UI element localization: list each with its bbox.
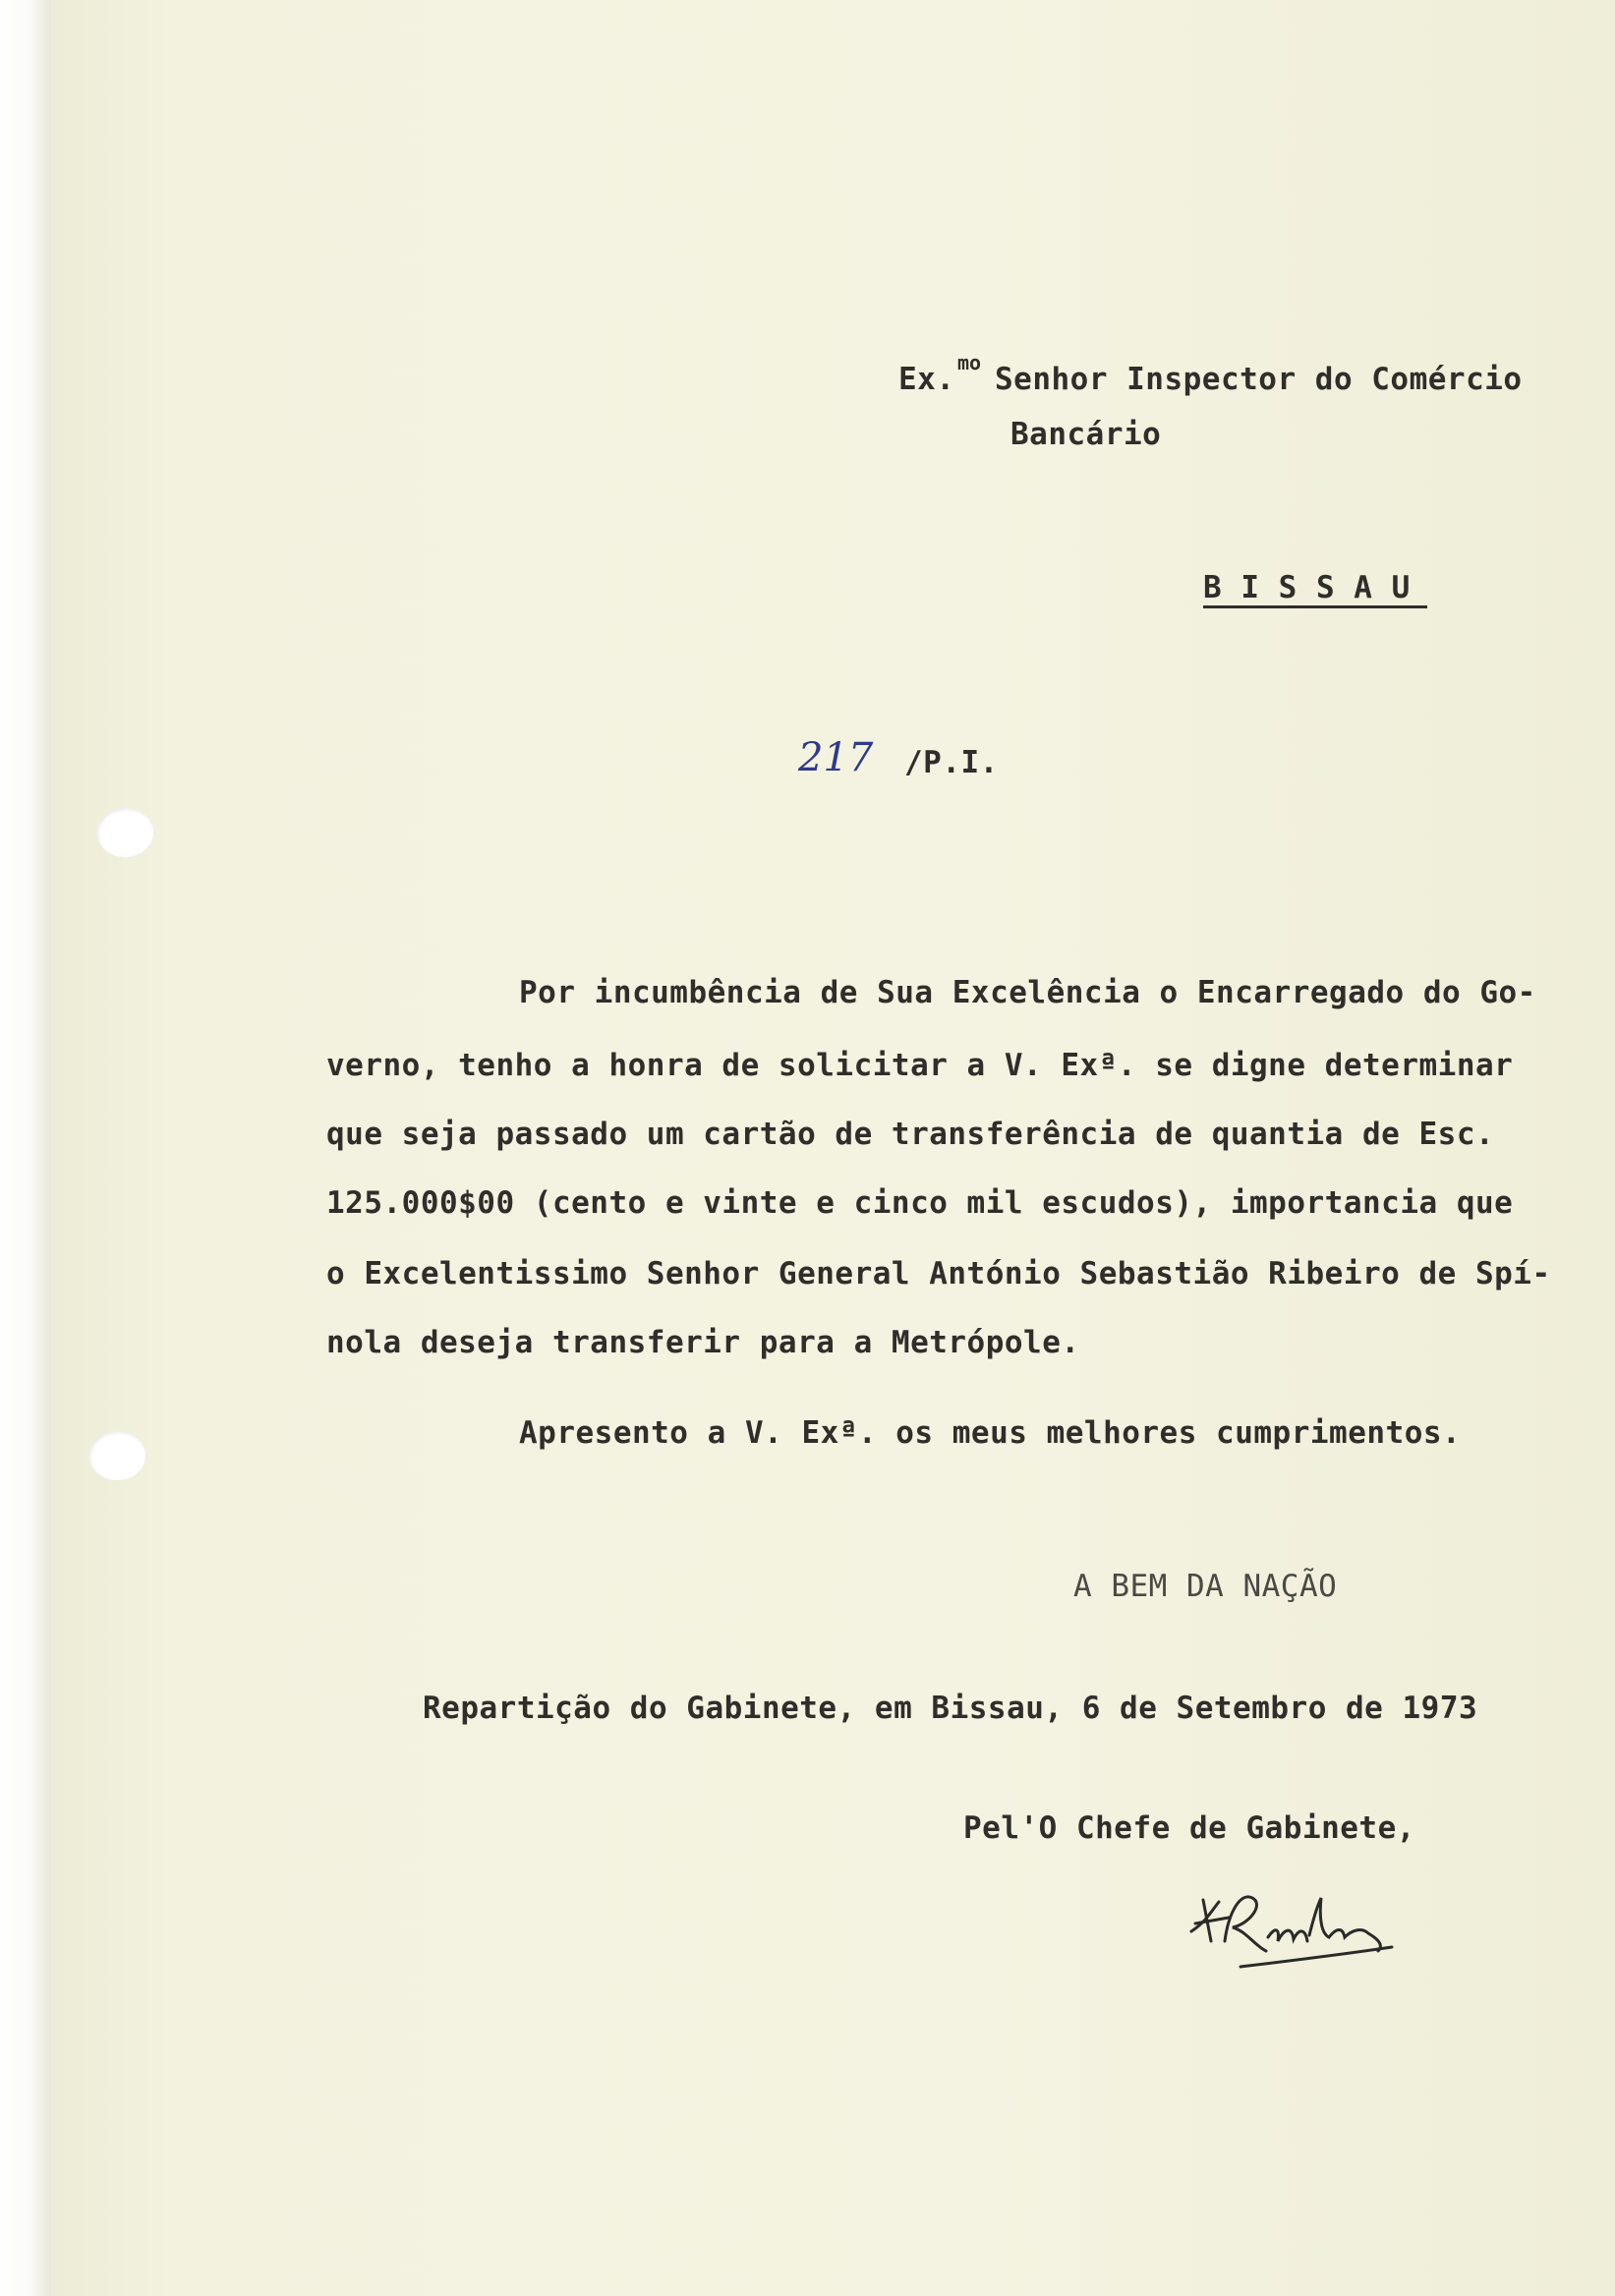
body-line-6: nola deseja transferir para a Metrópole. <box>326 1325 1080 1360</box>
closing-signatory: Pel'O Chefe de Gabinete, <box>963 1810 1415 1846</box>
addressee-salutation: Ex. <box>898 362 955 397</box>
body-line-3: que seja passado um cartão de transferência de quantia de Esc. <box>326 1117 1495 1152</box>
handwritten-signature <box>1182 1872 1408 1980</box>
punch-hole-top <box>96 808 153 857</box>
scan-edge <box>0 0 51 2296</box>
addressee-line-2: Bancário <box>1010 417 1162 452</box>
addressee-salutation-superscript: mo <box>957 351 982 374</box>
body-line-2: verno, tenho a honra de solicitar a V. Exª. se digne determinar <box>326 1048 1514 1083</box>
reference-handwritten-number: 217 <box>798 735 874 780</box>
reference-suffix: /P.I. <box>904 745 999 780</box>
closing-place-date: Repartição do Gabinete, em Bissau, 6 de Setembro de 1973 <box>423 1691 1478 1726</box>
closing-motto: A BEM DA NAÇÃO <box>1073 1569 1338 1604</box>
addressee-city-underline <box>1203 605 1427 608</box>
body-line-1: Por incumbência de Sua Excelência o Encarregado do Go- <box>519 975 1536 1010</box>
addressee-line-1: Senhor Inspector do Comércio <box>995 362 1523 397</box>
punch-hole-bottom <box>88 1431 145 1480</box>
body-line-4: 125.000$00 (cento e vinte e cinco mil escudos), importancia que <box>326 1185 1514 1221</box>
body-paragraph-2: Apresento a V. Exª. os meus melhores cumprimentos. <box>519 1415 1462 1451</box>
addressee-city: B I S S A U <box>1203 570 1411 605</box>
body-line-5: o Excelentissimo Senhor General António Sebastião Ribeiro de Spí- <box>326 1256 1551 1292</box>
letter-page <box>51 0 1615 2296</box>
